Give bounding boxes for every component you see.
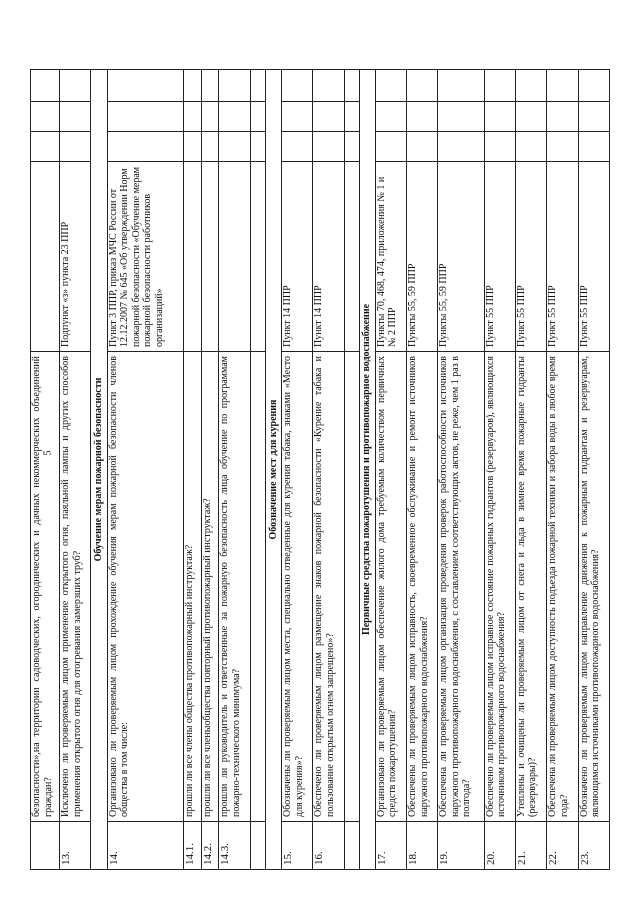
answer-cell	[547, 102, 578, 132]
answer-cell	[183, 132, 201, 162]
item-number: 16.	[313, 822, 344, 870]
answer-cell	[60, 70, 91, 102]
answer-cell	[484, 102, 515, 132]
checklist-table	[30, 69, 610, 870]
answer-cell	[375, 102, 406, 132]
legal-reference: Пункт 55 ППР	[484, 162, 515, 352]
answer-cell	[31, 102, 60, 132]
section-title: Первичные средства пожаротушения и противопожарное водоснабжение	[359, 70, 375, 870]
legal-reference: Пункт 3 ППР, приказ МЧС России от 12.12.2007 № 645 «Об утверждении Норм пожарной безопасности «Обучение мерам пожарной безопасности работников организаций»	[107, 162, 183, 352]
answer-cell	[282, 132, 313, 162]
answer-cell	[107, 70, 183, 102]
empty-cell	[250, 102, 265, 132]
question-text: Обеспечена ли проверяемым лицом организация проведения проверок работоспособности источников наружного противопожарного водоснабжения, с составлением соответствующих актов, не реже, чем 1 раз в полгода?	[438, 352, 484, 822]
section-title: Обозначение мест для курения	[265, 70, 281, 870]
answer-cell	[515, 102, 546, 132]
table-row	[219, 70, 250, 870]
section-title: Обучение мерам пожарной безопасности	[91, 70, 107, 870]
item-number: 14.3.	[219, 822, 250, 870]
table-row	[578, 70, 609, 870]
legal-reference: Пункты 55, 59 ППР	[407, 162, 438, 352]
empty-cell	[250, 352, 265, 822]
item-number: 17.	[375, 822, 406, 870]
item-number: 14.1.	[183, 822, 201, 870]
answer-cell	[107, 102, 183, 132]
answer-cell	[183, 70, 201, 102]
legal-reference: Пункт 55 ППР	[578, 162, 609, 352]
table-row	[547, 70, 578, 870]
question-text: прошли ли руководитель и ответственные за пожарную безопасность лица обучение по программам пожарно-технического минимума?	[219, 352, 250, 822]
answer-cell	[313, 132, 344, 162]
answer-cell	[407, 132, 438, 162]
answer-cell	[438, 102, 484, 132]
legal-reference: Пункт 55 ППР	[515, 162, 546, 352]
question-text: Утеплены и очищены ли проверяемым лицом от снега и льда в зимнее время пожарные гидранты (резервуары)?	[515, 352, 546, 822]
question-text: безопасности»,на территории садоводческих, огороднических и дачных некоммерческих объединений граждан?	[31, 352, 60, 822]
question-text: Обеспечено ли проверяемым лицом исправное состояние пожарных гидрантов (резервуаров), являющихся источником противопожарного водоснабжения?	[484, 352, 515, 822]
empty-cell	[250, 132, 265, 162]
answer-cell	[515, 132, 546, 162]
empty-cell	[344, 132, 359, 162]
answer-cell	[201, 132, 219, 162]
table-row	[313, 70, 344, 870]
item-number: 13.	[60, 822, 91, 870]
rotated-page	[30, 70, 610, 870]
question-text: Обеспечено ли проверяемым лицом размещение знаков пожарной безопасности «Курение табака и пользование открытым огнем запрещено»?	[313, 352, 344, 822]
empty-cell	[344, 102, 359, 132]
section-header-row	[265, 70, 281, 870]
item-number: 21.	[515, 822, 546, 870]
item-number: 19.	[438, 822, 484, 870]
item-number: 23.	[578, 822, 609, 870]
answer-cell	[313, 102, 344, 132]
answer-cell	[578, 70, 609, 102]
answer-cell	[484, 132, 515, 162]
legal-reference: Пункт 14 ППР	[282, 162, 313, 352]
spacer-row	[344, 70, 359, 870]
empty-cell	[344, 162, 359, 352]
item-number: 18.	[407, 822, 438, 870]
answer-cell	[31, 70, 60, 102]
item-number: 14.2.	[201, 822, 219, 870]
table-row	[201, 70, 219, 870]
item-number	[31, 822, 60, 870]
legal-reference	[219, 162, 250, 352]
item-number: 20.	[484, 822, 515, 870]
empty-cell	[344, 822, 359, 870]
answer-cell	[219, 102, 250, 132]
table-row	[515, 70, 546, 870]
answer-cell	[282, 102, 313, 132]
question-text: Обеспечены ли проверяемым лицом исправность, своевременное обслуживание и ремонт источников наружного противопожарного водоснабжения?	[407, 352, 438, 822]
answer-cell	[515, 70, 546, 102]
empty-cell	[250, 70, 265, 102]
item-number: 22.	[547, 822, 578, 870]
section-header-row	[91, 70, 107, 870]
answer-cell	[313, 70, 344, 102]
question-text: Обозначено ли проверяемым лицом направление движения к пожарным гидрантам и резервуарам, являющимся источниками противопожарного водоснабжения?	[578, 352, 609, 822]
empty-cell	[344, 352, 359, 822]
answer-cell	[407, 102, 438, 132]
answer-cell	[547, 70, 578, 102]
answer-cell	[201, 70, 219, 102]
empty-cell	[344, 70, 359, 102]
empty-cell	[250, 822, 265, 870]
legal-reference	[31, 162, 60, 352]
answer-cell	[375, 132, 406, 162]
empty-cell	[250, 162, 265, 352]
item-number: 14.	[107, 822, 183, 870]
answer-cell	[219, 70, 250, 102]
section-header-row	[359, 70, 375, 870]
answer-cell	[438, 70, 484, 102]
legal-reference: Пункты 55, 59 ППР	[438, 162, 484, 352]
question-text: Обеспечена ли проверяемым лицом доступность подъезда пожарной техники и забора воды в любое время года?	[547, 352, 578, 822]
table-row	[60, 70, 91, 870]
answer-cell	[282, 70, 313, 102]
answer-cell	[201, 102, 219, 132]
table-row	[407, 70, 438, 870]
table-row	[438, 70, 484, 870]
answer-cell	[219, 132, 250, 162]
question-text: прошли ли все члены общества противопожарный инструктаж?	[183, 352, 201, 822]
table-row	[484, 70, 515, 870]
answer-cell	[578, 132, 609, 162]
answer-cell	[438, 132, 484, 162]
answer-cell	[484, 70, 515, 102]
page-number: 5	[42, 450, 54, 456]
answer-cell	[578, 102, 609, 132]
question-text: Исключено ли проверяемым лицом применение открытого огня, паяльной лампы и других способов применения открытого огня для отогревания замерзших труб?	[60, 352, 91, 822]
question-text: Обозначены ли проверяемым лицом места, специально отведенные для курения табака, знаками «Место для курения»?	[282, 352, 313, 822]
legal-reference	[201, 162, 219, 352]
legal-reference: Пункт 14 ППР	[313, 162, 344, 352]
answer-cell	[60, 132, 91, 162]
table-row	[107, 70, 183, 870]
answer-cell	[547, 132, 578, 162]
question-text: Организовано ли проверяемым лицом обеспечение жилого дома требуемым количеством первичных средств пожаротушения?	[375, 352, 406, 822]
answer-cell	[407, 70, 438, 102]
legal-reference	[183, 162, 201, 352]
table-row	[183, 70, 201, 870]
legal-reference: Пункт 55 ППР	[547, 162, 578, 352]
table-row	[375, 70, 406, 870]
table-row	[31, 70, 60, 870]
question-text: прошли ли все членыобщества повторный противопожарный инструктаж?	[201, 352, 219, 822]
answer-cell	[183, 102, 201, 132]
table-row	[282, 70, 313, 870]
question-text: Организовано ли проверяемым лицом прохождение обучения мерам пожарной безопасности членов общества в том числе:	[107, 352, 183, 822]
answer-cell	[60, 102, 91, 132]
spacer-row	[250, 70, 265, 870]
answer-cell	[31, 132, 60, 162]
checklist-body	[31, 70, 610, 870]
legal-reference: Пункты 70, 468, 474, приложения № 1 и № 2 ППР	[375, 162, 406, 352]
answer-cell	[107, 132, 183, 162]
item-number: 15.	[282, 822, 313, 870]
legal-reference: Подпункт «з» пункта 23 ППР	[60, 162, 91, 352]
answer-cell	[375, 70, 406, 102]
